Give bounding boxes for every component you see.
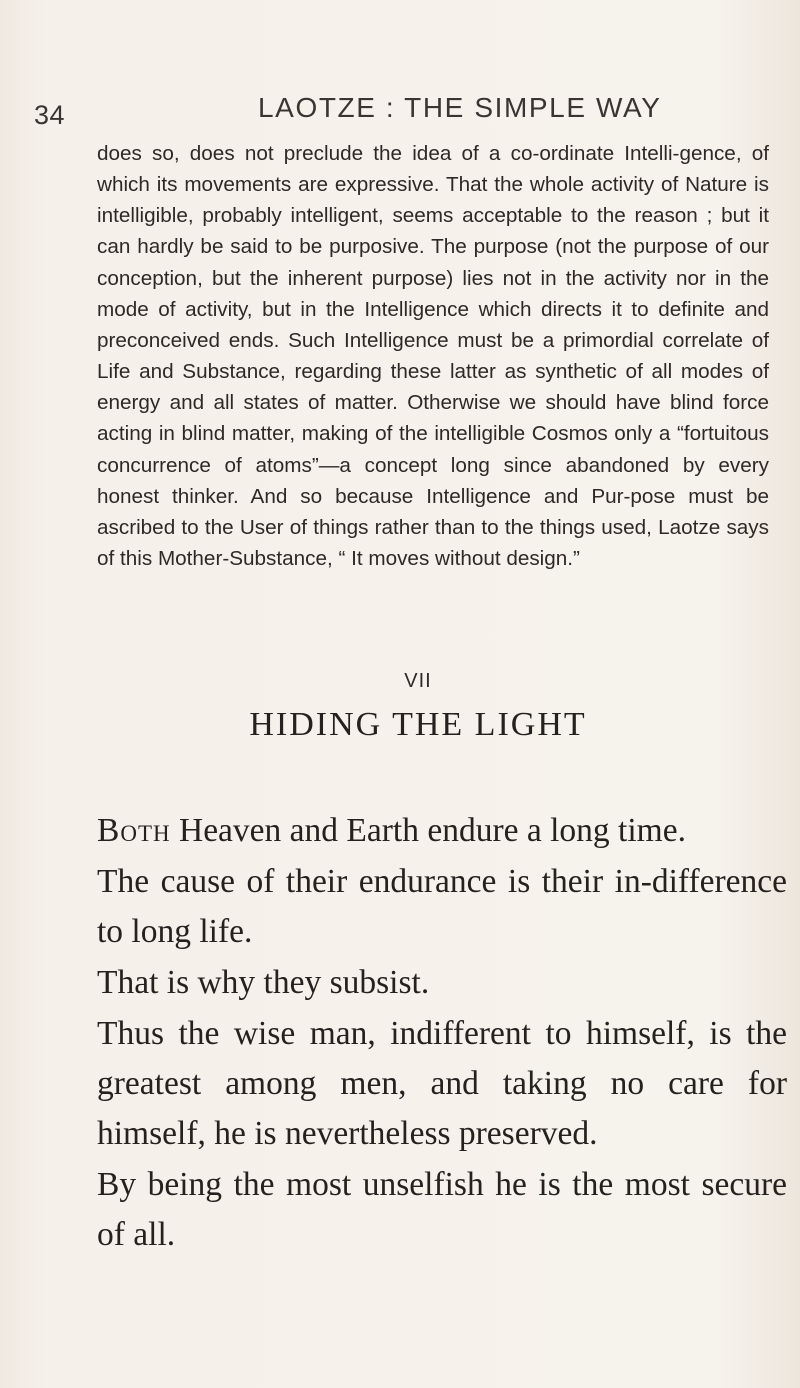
verse-1-text: Heaven and Earth endure a long time.	[170, 812, 686, 849]
section-number: VII	[404, 670, 432, 692]
page-number: 34	[34, 100, 66, 130]
page-header	[0, 92, 800, 130]
verse-3: That is why they subsist.	[97, 964, 430, 1001]
running-title: LAOTZE : THE SIMPLE WAY	[258, 92, 662, 123]
verse-2: The cause of their endurance is their in-difference to long life.	[97, 863, 787, 950]
verse-1	[97, 806, 787, 856]
verse-1-lead-word: Both	[97, 812, 171, 849]
verse-4: Thus the wise man, indifferent to himself, is the greatest among men, and taking no care for himself, he is nevertheless preserved.	[97, 1015, 787, 1152]
chapter-title: HIDING THE LIGHT	[249, 706, 587, 743]
body-paragraph: does so, does not preclude the idea of a co-ordinate Intelli-gence, of which its movements are expressive. That the whole activity of Nature is intelligible, probably intelligent, seems acceptable to the reason ; but it can hardly be said to be purposive. The purpose (not the purpose of our conception, but the inherent purpose) lies not in the activity nor in the mode of activity, but in the Intelligence which directs it to definite and preconceived ends. Such Intelligence must be a primordial correlate of Life and Substance, regarding these latter as synthetic of all modes of energy and all states of matter. Otherwise we should have blind force acting in blind matter, making of the intelligible Cosmos only a “fortuitous concurrence of atoms”—a concept long since abandoned by every honest thinker. And so because Intelligence and Pur-pose must be ascribed to the User of things rather than to the things used, Laotze says of this Mother-Substance, “ It moves without design.”	[97, 142, 769, 571]
verse-5: By being the most unselfish he is the most secure of all.	[97, 1166, 787, 1253]
